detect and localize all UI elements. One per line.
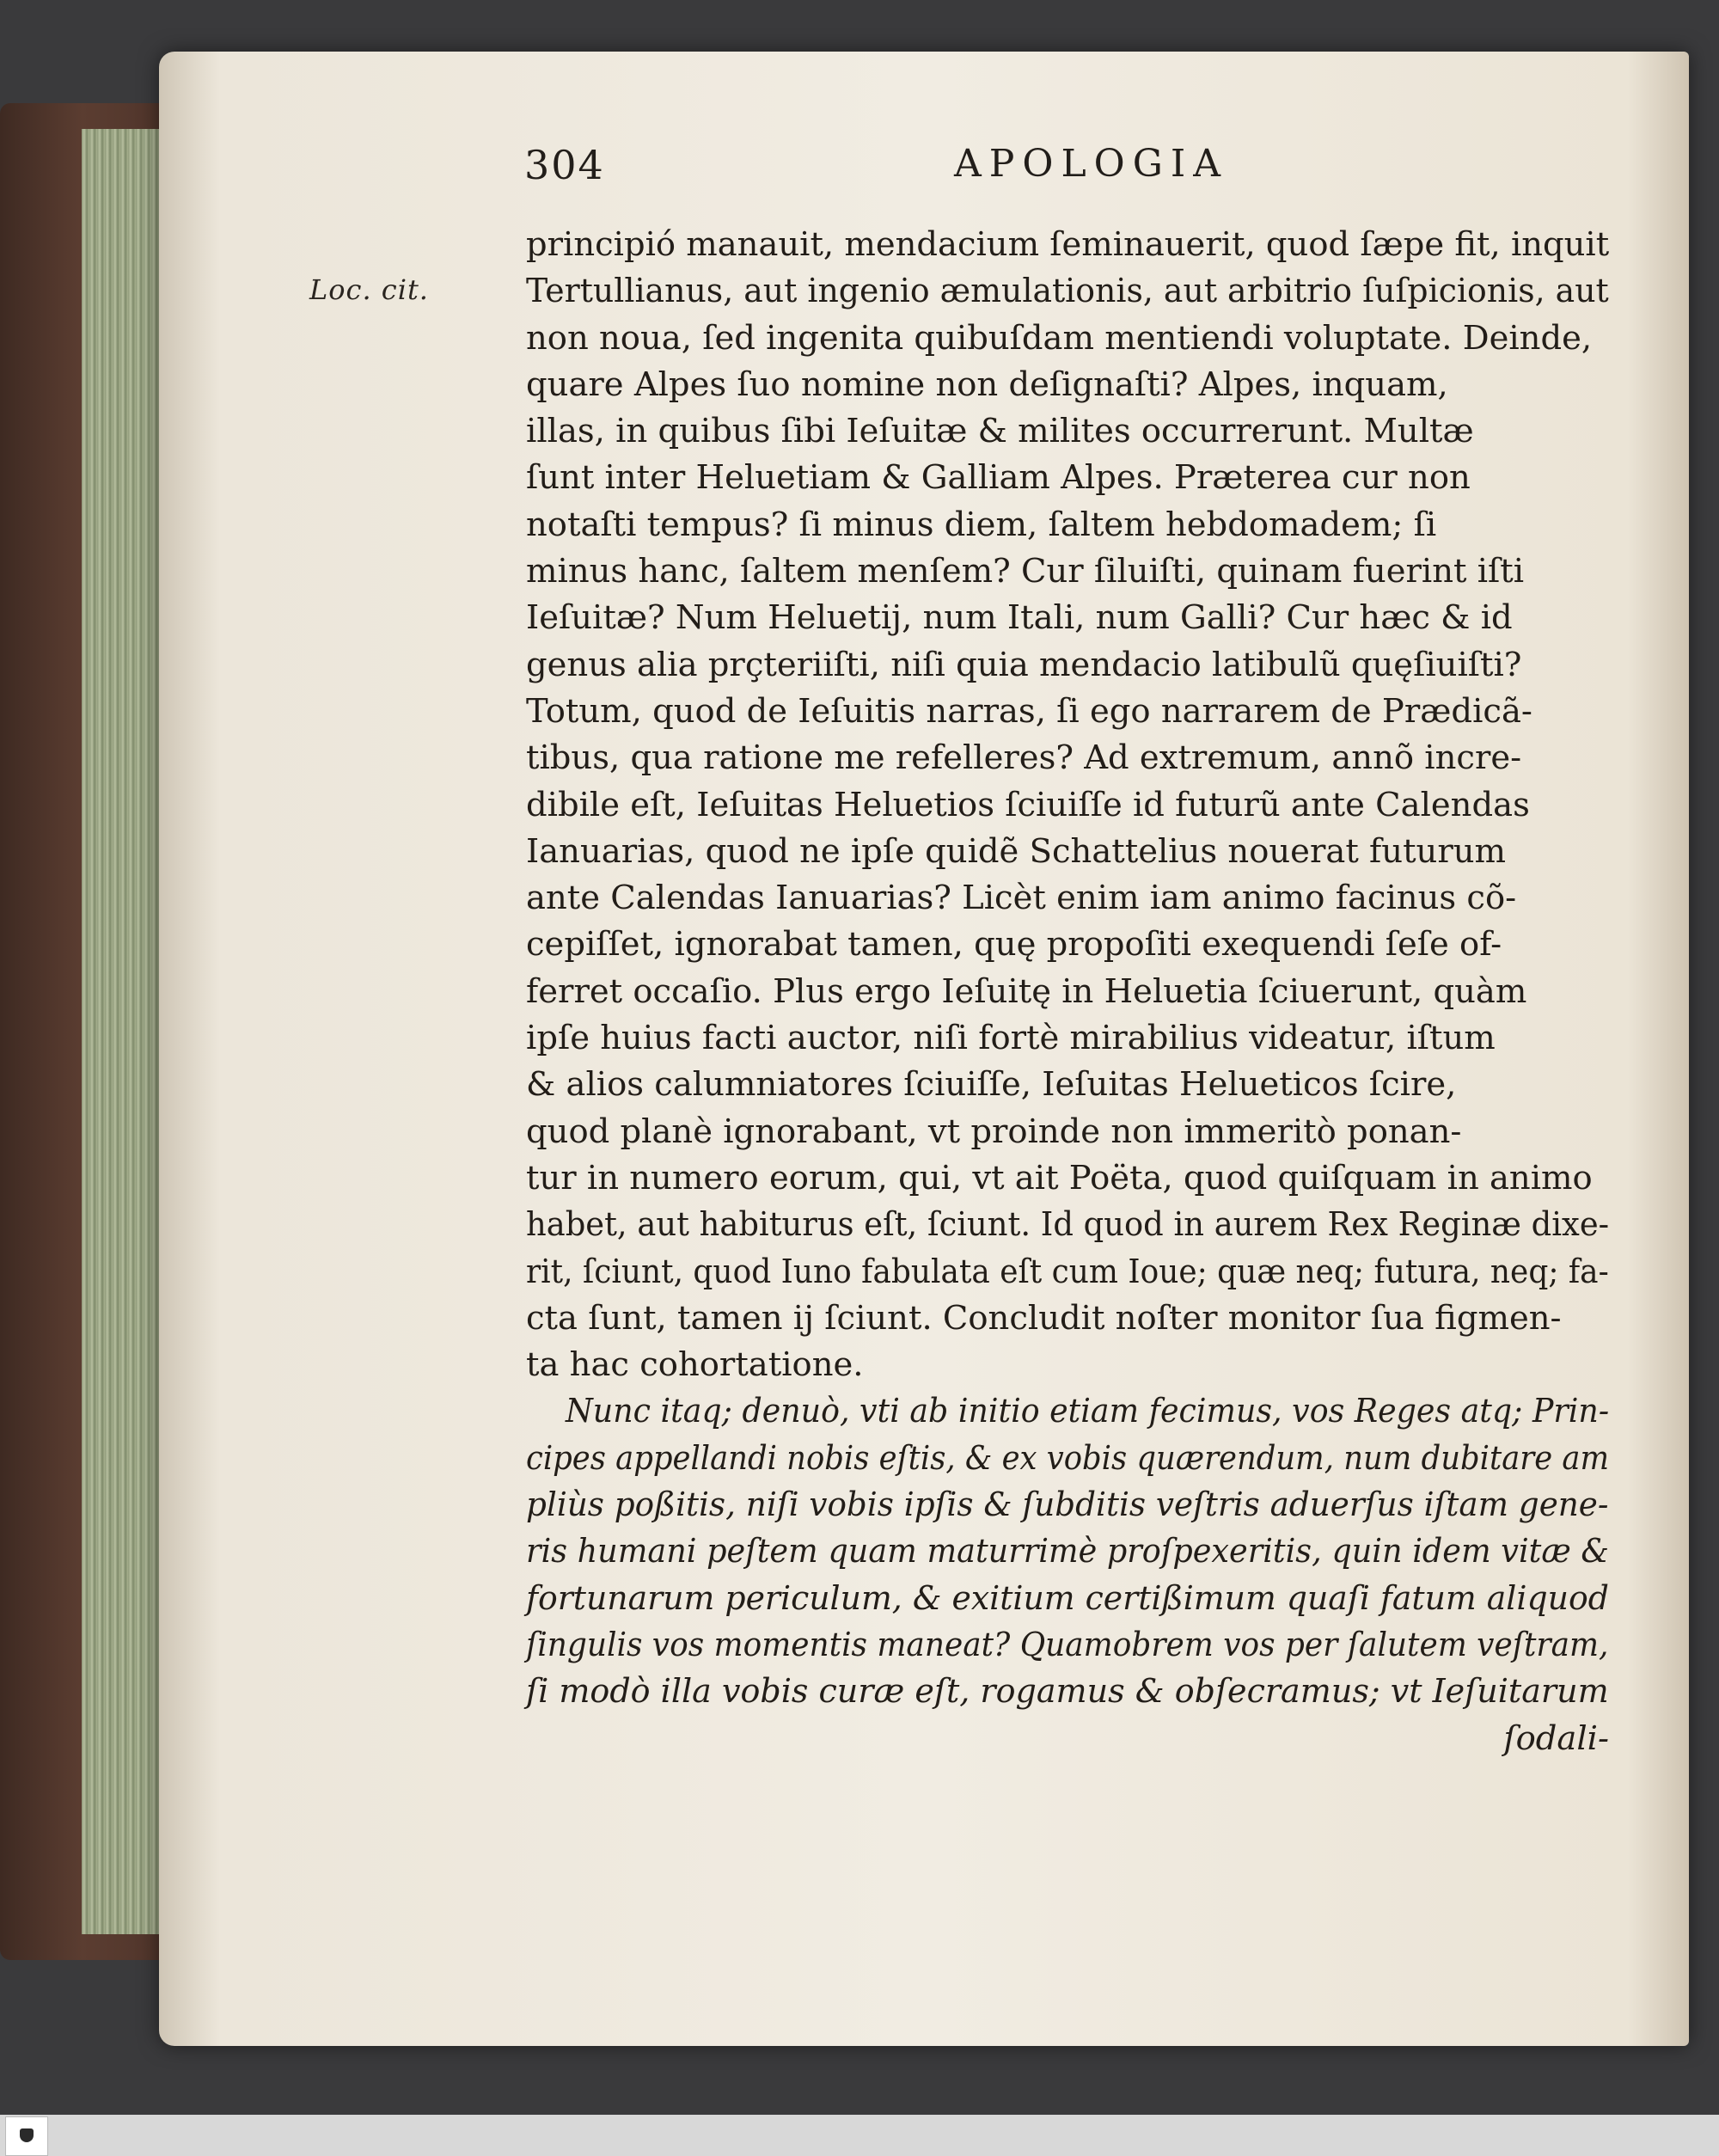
catchword-line (526, 1716, 1609, 1762)
marginal-note: Loc. cit. (309, 273, 429, 306)
text-line-content: Ianuarias, quod ne ipſe quidẽ Schattelius nouerat futurum (526, 831, 1507, 871)
text-line (526, 642, 1609, 689)
text-line-content: notaſti tempus? ſi minus diem, ſaltem hebdomadem; ſi (526, 505, 1437, 544)
text-line (526, 1669, 1609, 1715)
text-line-content: habet, aut habiturus eſt, ſciunt. Id quod in aurem Rex Reginæ dixe- (526, 1205, 1610, 1245)
library-crest-icon (20, 2128, 34, 2142)
text-line (526, 1528, 1609, 1575)
viewer-bottom-bar (0, 2115, 1719, 2156)
text-line-content: pliùs poßitis, niſi vobis ipſis & ſubditis veſtris aduerſus iſtam gene- (526, 1485, 1609, 1525)
text-line-content: Totum, quod de Ieſuitis narras, ſi ego narrarem de Prædicã- (526, 691, 1532, 731)
text-line-content: principió manauit, mendacium ſeminauerit, quod ſæpe fit, inquit (526, 225, 1610, 264)
italic-paragraph (526, 1388, 1609, 1715)
text-line (526, 1155, 1609, 1202)
text-line-content: genus alia prçteriiſti, niſi quia mendacio latibulũ quęſiuiſti? (526, 645, 1522, 684)
text-line (526, 782, 1609, 829)
text-line-content: minus hanc, ſaltem menſem? Cur ſiluiſti, quinam fuerint iſti (526, 552, 1525, 591)
text-line-content: cipes appellandi nobis eſtis, & ex vobis quærendum, num dubitare am (526, 1438, 1610, 1478)
text-line (526, 268, 1609, 315)
text-line (526, 829, 1609, 875)
text-line-content: tur in numero eorum, qui, vt ait Poëta, quod quiſquam in animo (526, 1158, 1593, 1197)
text-line (526, 455, 1609, 501)
library-logo (5, 2116, 48, 2156)
text-line-content: tibus, qua ratione me refelleres? Ad extremum, annõ incre- (526, 738, 1522, 778)
text-line (526, 1249, 1609, 1295)
text-line (526, 1295, 1609, 1342)
text-line (526, 922, 1609, 968)
text-line (526, 595, 1609, 641)
text-line-content: quod planè ignorabant, vt proinde non immeritò ponan- (526, 1112, 1462, 1151)
text-line-content: fortunarum periculum, & exitium certißimum quaſi fatum aliquod (526, 1578, 1609, 1618)
running-head (516, 142, 1599, 202)
text-line (526, 689, 1609, 735)
catchword: ſodali- (1503, 1718, 1609, 1758)
page-title: APOLOGIA (954, 142, 1229, 186)
text-line-content: quare Alpes ſuo nomine non deſignaſti? Alpes, inquam, (526, 364, 1448, 404)
text-line-content: ris humani peſtem quam maturrimè proſpexeritis, quin idem vitæ & (526, 1532, 1609, 1571)
text-line (526, 1388, 1609, 1435)
text-line (526, 1062, 1609, 1108)
text-line (526, 502, 1609, 548)
text-line-content: cepiſſet, ignorabat tamen, quę propoſiti exequendi ſeſe of- (526, 925, 1502, 965)
text-line-content: Nunc itaq; denuò, vti ab initio etiam fecimus, vos Reges atq; Prin- (566, 1392, 1610, 1431)
text-line-content: ferret occaſio. Plus ergo Ieſuitę in Heluetia ſciuerunt, quàm (526, 971, 1527, 1011)
text-line-content: non noua, ſed ingenita quibuſdam mentiendi voluptate. Deinde, (526, 318, 1593, 358)
text-line (526, 315, 1609, 362)
text-line-content: ſingulis vos momentis maneat? Quamobrem vos per ſalutem veſtram, (526, 1625, 1609, 1664)
text-line (526, 222, 1609, 268)
text-line-content: cta ſunt, tamen ij ſciunt. Concludit noſter monitor ſua figmen- (526, 1298, 1562, 1338)
text-line-content: dibile eſt, Ieſuitas Heluetios ſciuiſſe id futurũ ante Calendas (526, 785, 1530, 824)
text-line-content: ſi modò illa vobis curæ eſt, rogamus & obſecramus; vt Ieſuitarum (526, 1672, 1609, 1712)
text-line (526, 548, 1609, 595)
text-line-content: ipſe huius facti auctor, niſi fortè mirabilius videatur, iſtum (526, 1019, 1496, 1058)
text-line-content: ante Calendas Ianuarias? Licèt enim iam animo facinus cõ- (526, 879, 1517, 918)
text-line-content: Tertullianus, aut ingenio æmulationis, aut arbitrio ſuſpicionis, aut (526, 272, 1609, 311)
text-line (526, 969, 1609, 1015)
text-line (526, 1622, 1609, 1669)
text-line (526, 1109, 1609, 1155)
text-block (526, 222, 1609, 1762)
text-line (526, 735, 1609, 781)
text-line (526, 362, 1609, 408)
text-line (526, 1482, 1609, 1528)
text-line (526, 875, 1609, 922)
page-number: 304 (524, 142, 605, 188)
body-text (526, 222, 1609, 1388)
text-line (526, 408, 1609, 455)
text-line (526, 1576, 1609, 1622)
text-line (526, 1436, 1609, 1482)
text-line-content: Ieſuitæ? Num Heluetij, num Itali, num Galli? Cur hæc & id (526, 598, 1513, 638)
text-line (526, 1342, 1609, 1388)
text-line (526, 1015, 1609, 1062)
text-line (526, 1202, 1609, 1248)
text-line-content: rit, ſciunt, quod Iuno fabulata eſt cum Ioue; quæ neq; futura, neq; fa- (526, 1252, 1609, 1291)
text-line-content: & alios calumniatores ſciuiſſe, Ieſuitas Helueticos ſcire, (526, 1065, 1457, 1105)
text-line-content: illas, in quibus ſibi Ieſuitæ & milites occurrerunt. Multæ (526, 412, 1474, 451)
text-line-content: ſunt inter Heluetiam & Galliam Alpes. Præterea cur non (526, 458, 1471, 498)
text-line-content: ta hac cohortatione. (526, 1345, 864, 1385)
